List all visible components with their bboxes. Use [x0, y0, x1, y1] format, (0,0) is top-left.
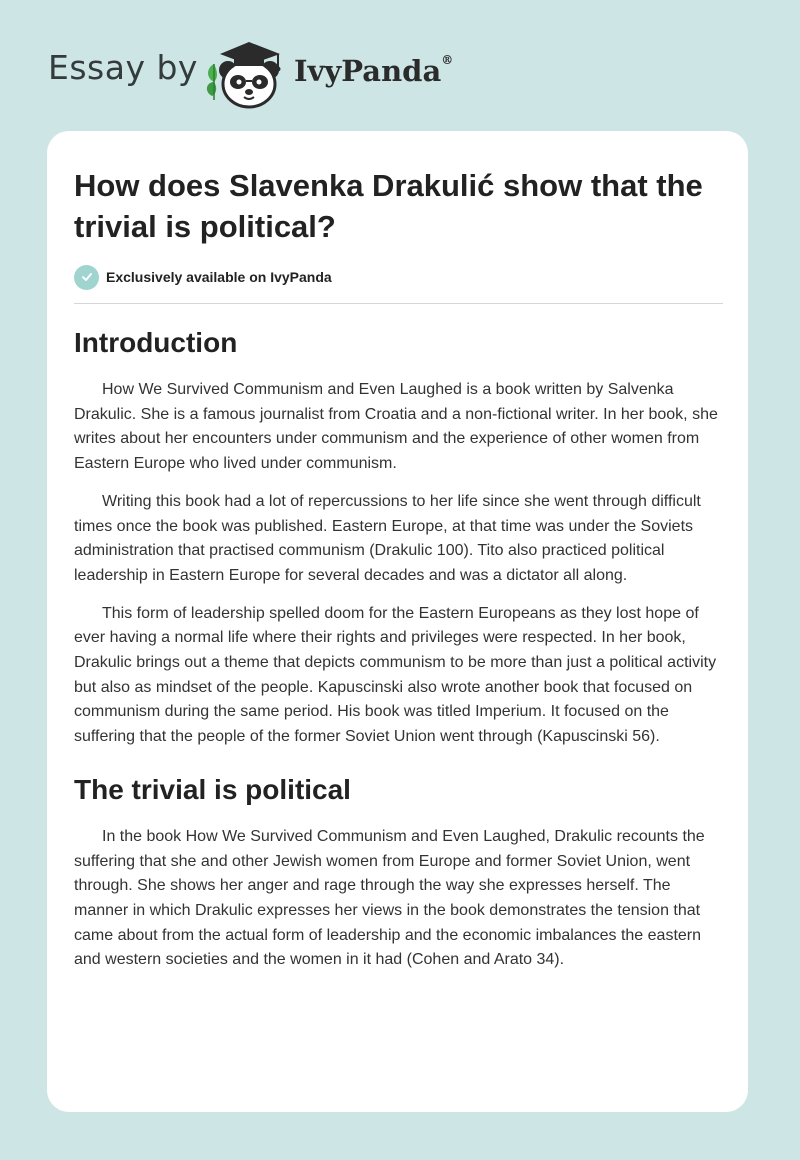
site-header — [48, 30, 748, 110]
section-trivial-is-political — [74, 772, 724, 973]
paragraph: Writing this book had a lot of repercussions to her life since she went through difficult times once the book was published. Eastern Europe, at that time was under the Soviets administration that practised communism (Drakulic 100). Tito also practiced political leadership in Eastern Europe for several decades and was a dictator all along. — [74, 492, 701, 584]
brand-name[interactable] — [294, 54, 453, 88]
paragraph: In the book How We Survived Communism and Even Laughed, Drakulic recounts the suffering that she and other Jewish women from Europe and former Soviet Union, went through. She shows her anger and rage through the way she expresses herself. The manner in which Drakulic expresses her views in the book demonstrates the tension that came about from the actual form of leadership and the economic imbalances the eastern and western societies and the women in it had (Cohen and Arato 34). — [74, 827, 705, 969]
divider — [74, 303, 723, 304]
paragraph: How We Survived Communism and Even Laughed is a book written by Salvenka Drakulic. She is a famous journalist from Croatia and a non-fictional writer. In her book, she writes about her encounters under communism and the experience of other women from Eastern Europe who lived under communism. — [74, 381, 718, 473]
check-circle-icon — [74, 265, 99, 290]
section-introduction — [74, 325, 724, 750]
exclusive-badge — [74, 264, 332, 290]
registered-mark: ® — [441, 53, 454, 68]
section-heading: The trivial is political — [74, 773, 351, 805]
article-body — [74, 325, 724, 986]
page-title: How does Slavenka Drakulić show that the trivial is political? — [74, 168, 703, 244]
essay-by-label: Essay by — [48, 48, 198, 87]
essay-card — [47, 131, 748, 1112]
section-heading: Introduction — [74, 327, 238, 358]
paragraph: This form of leadership spelled doom for the Eastern Europeans as they lost hope of ever having a normal life where their rights and privileges were respected. In her book, Drakulic brings out a theme that depicts communism to be more than just a political activity but also as mindset of the people. Kapuscinski also wrote another book that focused on communism during the same period. His book was titled Imperium. It focused on the suffering that the people of the former Soviet Union went through (Kapuscinski 56). — [74, 604, 717, 746]
badge-label: Exclusively available on IvyPanda — [106, 269, 332, 285]
brand-text: IvyPanda — [294, 54, 442, 88]
panda-logo-icon[interactable] — [200, 34, 296, 110]
